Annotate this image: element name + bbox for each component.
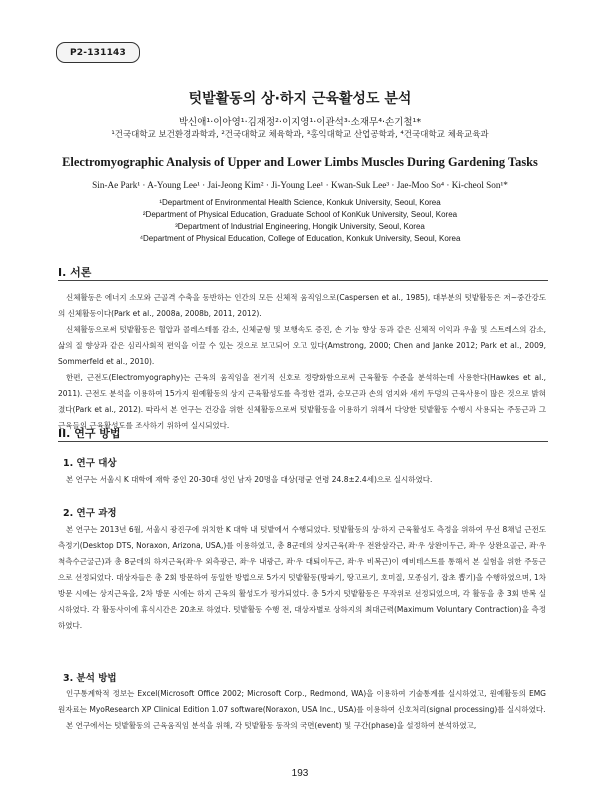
paragraph: 인구통계학적 정보는 Excel(Microsoft Office 2002; Microsoft Corp., Redmond, WA)을 이용하여 기술통계를 실시하였고, 원예활동의 EMG 원자료는 MyoResearch XP Clinical Edition 1.07 software(Noraxon, USA Inc., USA)를 이용하여 신호처리(signal processing)를 실시하였다. [58, 689, 546, 714]
korean-affiliations: ¹건국대학교 보건환경과학과, ²건국대학교 체육학과, ³홍익대학교 산업공학과, ⁴건국대학교 체육교육과 [111, 130, 489, 140]
paragraph: 본 연구에서는 텃밭활동의 근육움직임 분석을 위해, 각 텃밭활동 동작의 국면(event) 및 구간(phase)을 설정하여 분석하였고, [66, 721, 477, 730]
paragraph: 본 연구는 2013년 6월, 서울시 광진구에 위치한 K 대학 내 텃밭에서 수행되었다. 텃밭활동의 상·하지 근육활성도 측정을 위하여 무선 8채널 근전도측정기(Desktop DTS, Noraxon, Arizona, USA,)를 이용하였고, 총 8군데의 상지근육(좌·우 전완삼각근, 좌·우 상완이두근, 좌·우 상완요골근, 좌·우척측수근굴근)과 총 8군데의 하지근육(좌·우 외측광근, 좌·우 내광근, 좌·우 대퇴이두근, 좌·우 비복근)이 예비테스트를 통해서 본 실험을 위한 주동근으로 선정되었다. 대상자들은 총 2회 방문하여 동일한 방법으로 5가지 텃밭활동(땅파기, 땅고르기, 호미질, 모종심기, 잡초 뽑기)을 수행하였으며, 1차 방문 시에는 상지근육을, 2차 방문 시에는 하지 근육의 활성도가 평가되었다. 총 5가지 텃밭활동은 무작위로 선정되었으며, 각 활동을 총 3회 반복 실시하였다. 각 활동사이에 휴식시간은 20초로 하였다. 텃밭활동 수행 전, 대상자별로 상하지의 최대근력(Maximum Voluntary Contraction)을 측정하였다. [58, 525, 546, 630]
affiliation-line: ¹Department of Environmental Health Science, Konkuk University, Seoul, Korea [159, 198, 441, 207]
procedure-body [58, 522, 546, 634]
english-affiliations [0, 197, 600, 245]
subheading-procedure: 2. 연구 과정 [63, 508, 117, 519]
paragraph: 한편, 근전도(Electromyography)는 근육의 움직임을 전기적 신호로 정량화함으로써 근육활동 수준을 분석하는데 사용한다(Hawkes et al., 2011). 근전도 분석을 이용하여 15가지 원예활동의 상지 근육활성도를 측정한 결과, 승모근과 손의 엄지와 새끼 두덩의 근육사용이 많은 것으로 밝혀졌다(Park et al., 2012). 따라서 본 연구는 건강을 위한 신체활동으로써 텃밭활동을 이용하기 위해서 다양한 텃밭활동 수행시 사용되는 주동근과 그 근육들의 근육활성도를 조사하기 위하여 실시되었다. [58, 373, 546, 430]
analysis-body [58, 686, 546, 734]
english-authors: Sin-Ae Park¹ · A-Young Lee¹ · Jai-Jeong Kim² · Ji-Young Lee¹ · Kwan-Suk Lee³ · Jae-Moo So⁴ · Ki-cheol Son¹* [92, 180, 508, 190]
section-heading-methods: II. 연구 방법 [58, 425, 548, 442]
subjects-body [58, 472, 546, 488]
introduction-body [58, 290, 546, 434]
english-title: Electromyographic Analysis of Upper and Lower Limbs Muscles During Gardening Tasks [62, 155, 538, 169]
page-number: 193 [291, 768, 309, 779]
subheading-subjects: 1. 연구 대상 [63, 458, 117, 469]
korean-title: 텃밭활동의 상·하지 근육활성도 분석 [188, 91, 412, 107]
subheading-analysis: 3. 분석 방법 [63, 673, 117, 684]
abstract-code-badge: P2-131143 [56, 42, 140, 63]
paragraph: 본 연구는 서울시 K 대학에 재학 중인 20-30대 성인 남자 20명을 대상(평균 연령 24.8±2.4세)으로 실시하였다. [66, 475, 433, 484]
affiliation-line: ³Department of Industrial Engineering, Hongik University, Seoul, Korea [175, 222, 425, 231]
paragraph: 신체활동은 에너지 소모와 근골격 수축을 동반하는 인간의 모든 신체적 움직임으로(Caspersen et al., 1985), 대부분의 텃밭활동은 저~중간강도의 신체활동이다(Park et al., 2008a, 2008b, 2011, 2012). [58, 293, 546, 318]
paragraph: 신체활동으로써 텃밭활동은 혈압과 콜레스테롤 감소, 신체균형 및 보행속도 증진, 손 기능 향상 등과 같은 신체적 이익과 우울 및 스트레스의 감소, 삶의 질 향상과 같은 심리사회적 편익을 이끌 수 있는 것으로 보고되어 오고 있다(Amstrong, 2000; Chen and Janke 2012; Park et al., 2009, Sommerfeld et al., 2010). [58, 325, 546, 366]
section-heading-introduction: I. 서론 [58, 264, 548, 281]
korean-authors: 박신애¹·이아영¹·김재정²·이지영¹·이관석³·소재무⁴·손기철¹* [178, 117, 422, 128]
affiliation-line: ⁴Department of Physical Education, College of Education, Konkuk University, Seoul, Korea [139, 234, 461, 243]
affiliation-line: ²Department of Physical Education, Graduate School of KonKuk University, Seoul, Korea [142, 210, 458, 219]
